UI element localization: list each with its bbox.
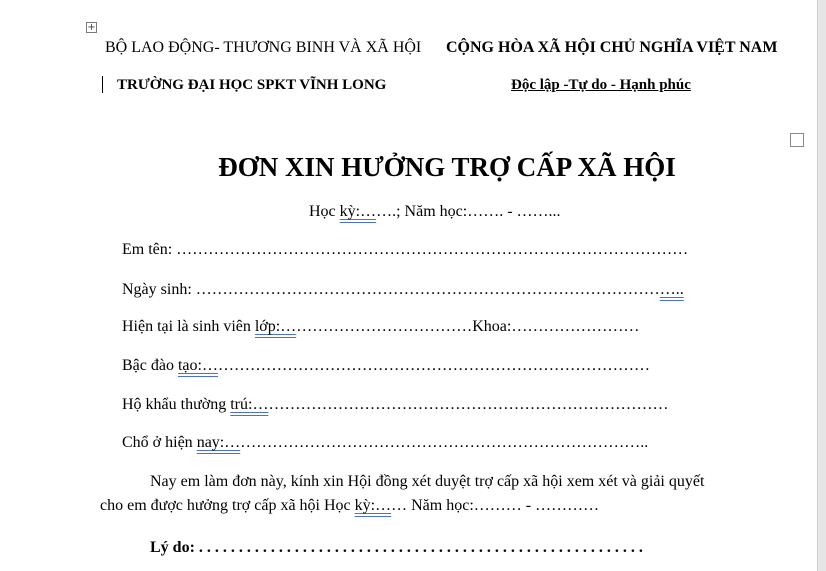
page-margin-area — [817, 0, 826, 571]
dob-field[interactable]: Ngày sinh: ……………………………………………………………………………….. — [122, 281, 684, 298]
school-name: TRƯỜNG ĐẠI HỌC SPKT VĨNH LONG — [117, 77, 387, 93]
republic-name: CỘNG HÒA XÃ HỘI CHỦ NGHĨA VIỆT NAM — [446, 39, 778, 56]
level-field[interactable]: Bậc đào tạo:………………………………………………………………………… — [122, 357, 650, 374]
layout-options-icon[interactable] — [790, 133, 804, 147]
address-field[interactable]: Chổ ở hiện nay:…………………………………………………………………….. — [122, 434, 649, 451]
reason-field[interactable]: Lý do: . . . . . . . . . . . . . . . . . . . . . . . . . . . . . . . . . . . . . . . . . . . . . . . . . . . . . . . . — [150, 539, 643, 556]
name-field[interactable]: Em tên: …………………………………………………………………………………… — [122, 241, 689, 258]
ministry-name: BỘ LAO ĐỘNG- THƯƠNG BINH VÀ XÃ HỘI — [105, 39, 422, 56]
residence-field[interactable]: Hộ khẩu thường trú:…………………………………………………………………… — [122, 396, 669, 413]
text-cursor — [102, 76, 103, 93]
term-word: kỳ:… — [339, 203, 377, 220]
request-paragraph-line2: cho em được hưởng trợ cấp xã hội Học kỳ:…… Năm học:……… - ………… — [100, 497, 600, 514]
term-line: Học kỳ:…….; Năm học:……. - ……... — [309, 203, 561, 220]
national-motto: Độc lập -Tự do - Hạnh phúc — [511, 77, 691, 93]
request-paragraph-line1: Nay em làm đơn này, kính xin Hội đồng xét duyệt trợ cấp xã hội xem xét và giải quyết — [150, 473, 705, 490]
class-field[interactable]: Hiện tại là sinh viên lớp:………………………………Khoa:…………………… — [122, 318, 640, 335]
table-move-handle-icon[interactable]: + — [87, 22, 96, 33]
document-title: ĐƠN XIN HƯỞNG TRỢ CẤP XÃ HỘI — [218, 152, 676, 182]
